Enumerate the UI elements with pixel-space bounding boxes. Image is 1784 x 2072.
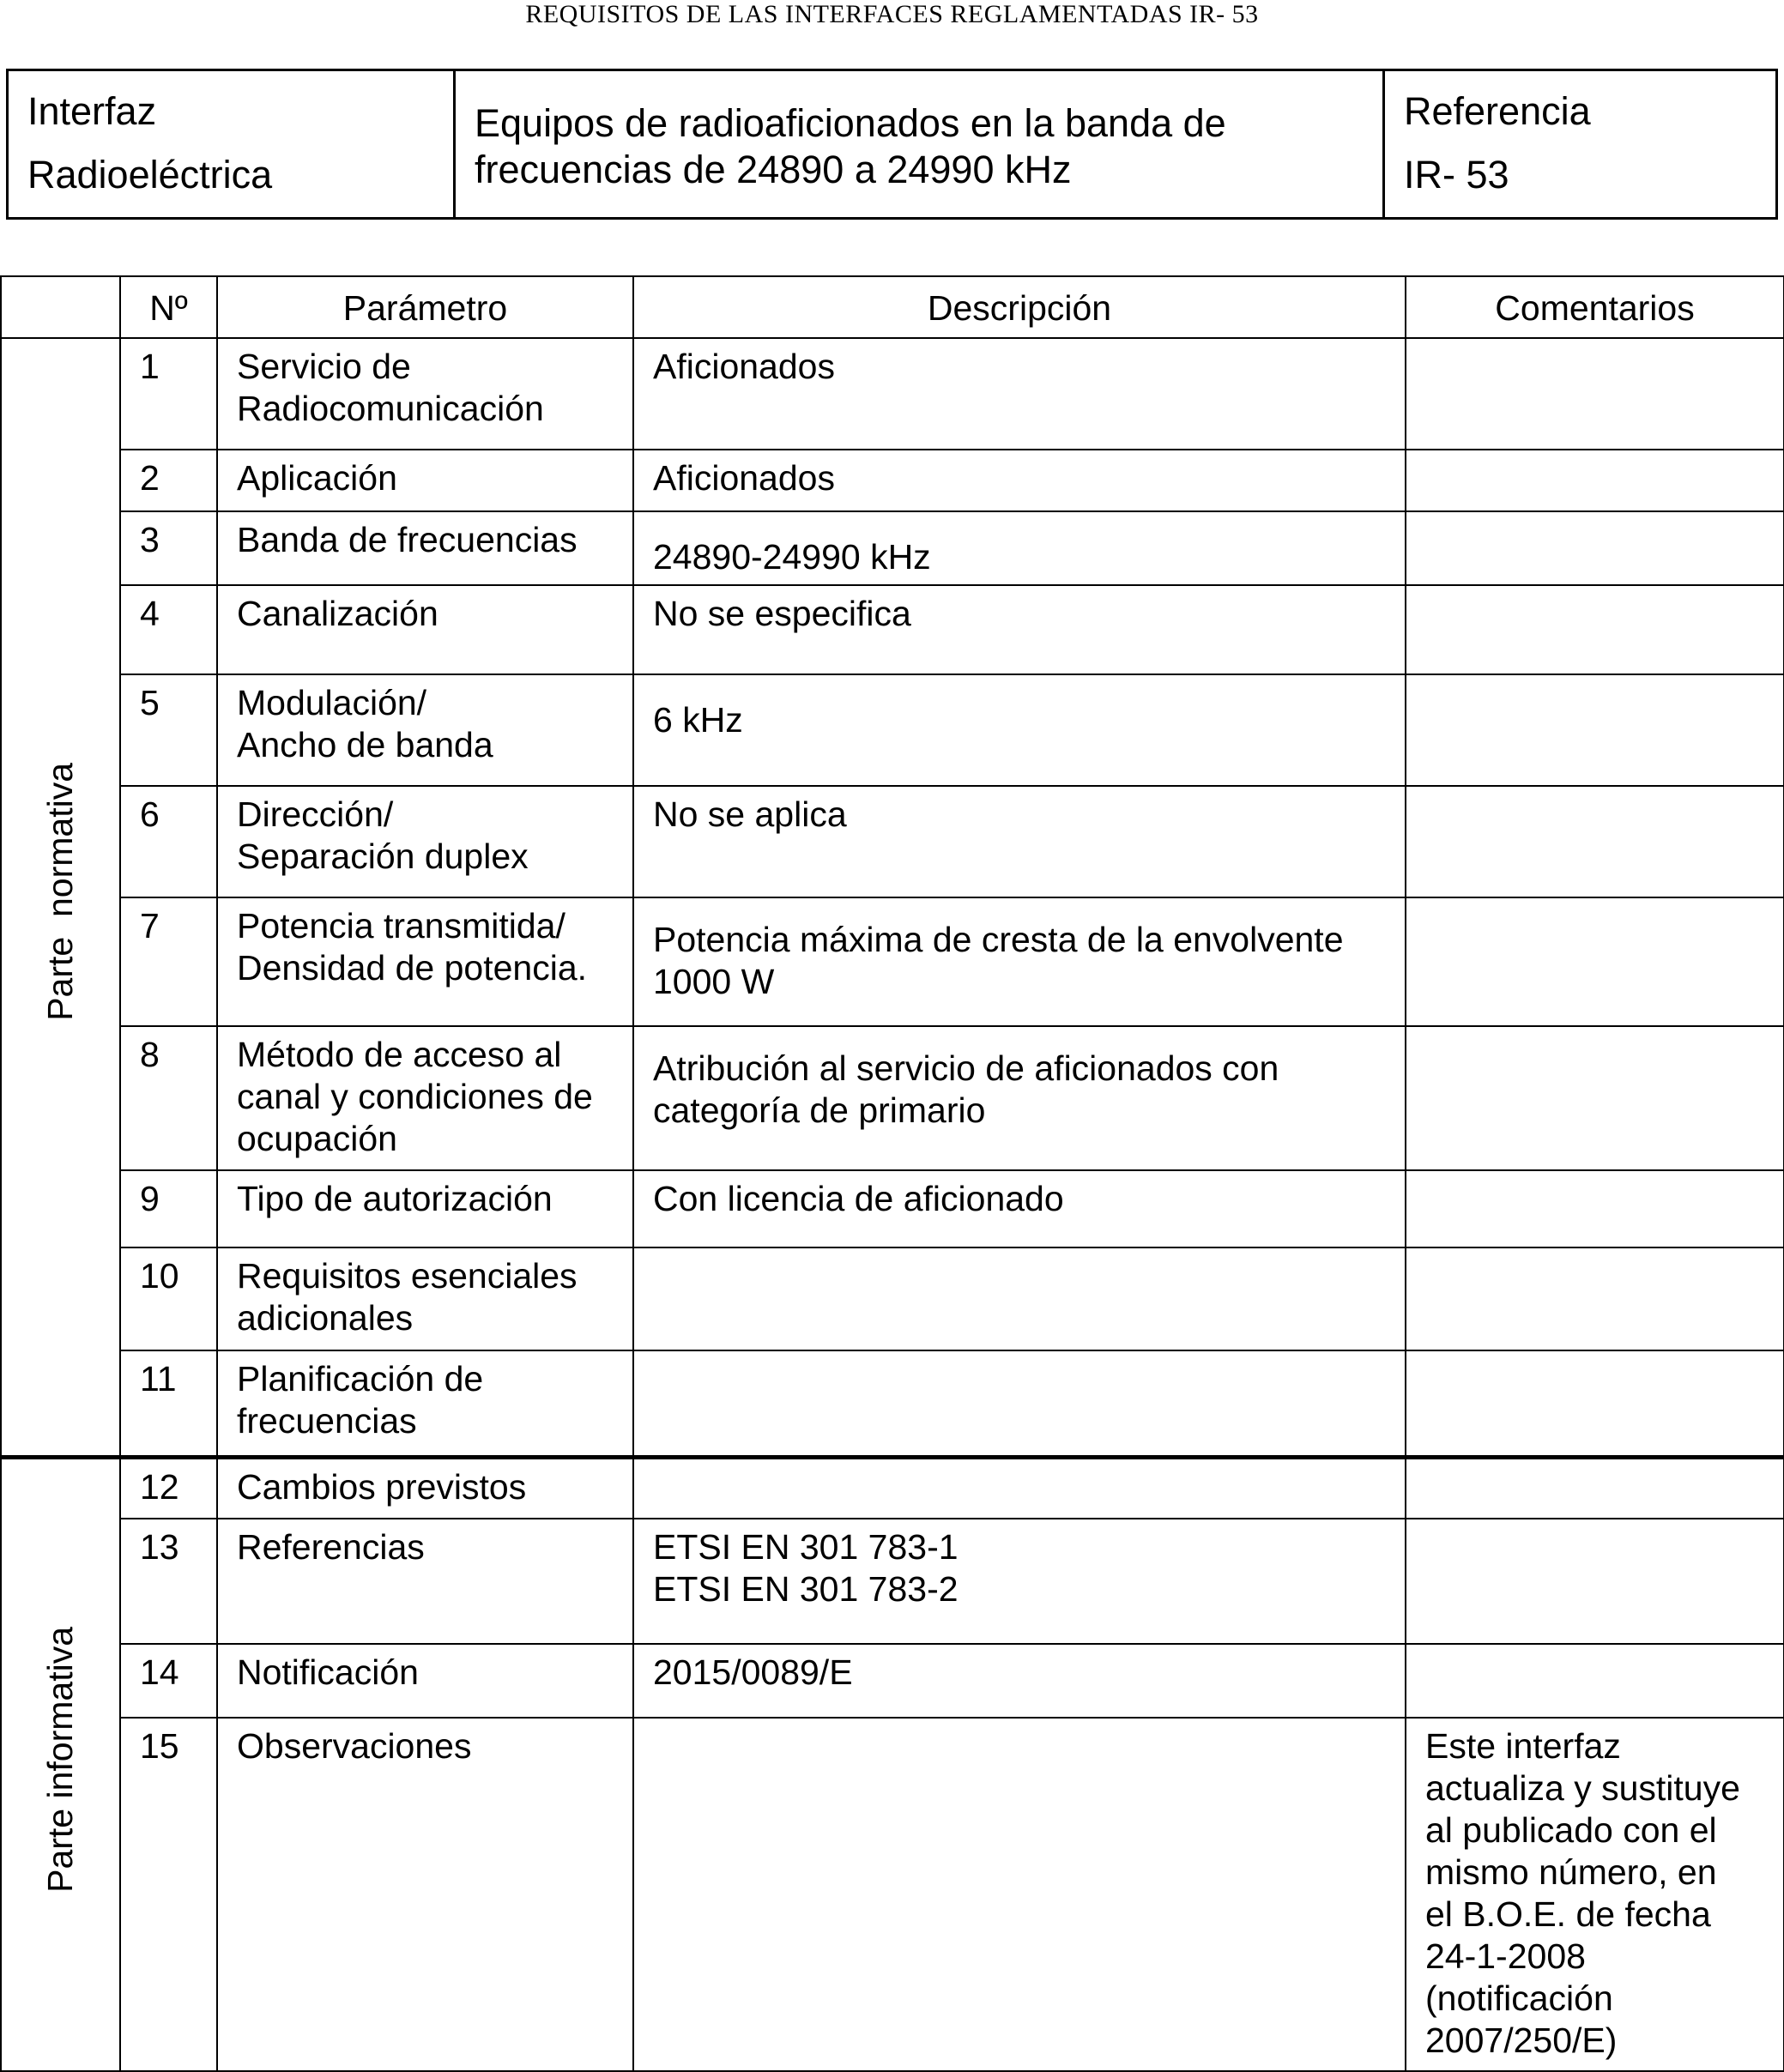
comment-line: actualiza y sustituye: [1425, 1768, 1740, 1808]
header-description: Descripción: [633, 276, 1406, 338]
row-parameter: [217, 338, 633, 450]
parameter-line: Radiocomunicación: [237, 389, 544, 428]
table-header-row: [1, 276, 1784, 338]
reference-value: IR- 53: [1404, 153, 1509, 196]
row-number: 1: [120, 338, 217, 450]
comment-line: el B.O.E. de fecha: [1425, 1894, 1711, 1934]
row-parameter: [217, 786, 633, 897]
parameter-line: Dirección/: [237, 794, 394, 834]
interface-type-line1: Interfaz: [27, 89, 157, 133]
comment-line: mismo número, en: [1425, 1852, 1717, 1892]
reference-cell: [1385, 71, 1775, 217]
row-number: 11: [120, 1350, 217, 1457]
header-number: Nº: [120, 276, 217, 338]
table-row: [1, 1457, 1784, 1519]
row-number: 6: [120, 786, 217, 897]
page-header: REQUISITOS DE LAS INTERFACES REGLAMENTADAS IR- 53: [525, 0, 1259, 28]
description-line: No se aplica: [653, 794, 847, 834]
row-number: 9: [120, 1170, 217, 1247]
header-section: [1, 276, 120, 338]
parameter-line: Notificación: [237, 1652, 419, 1692]
row-comments: [1406, 1170, 1784, 1247]
row-comments: [1406, 1519, 1784, 1644]
row-comments: [1406, 1644, 1784, 1718]
row-number: 10: [120, 1247, 217, 1350]
parameter-line: Referencias: [237, 1527, 425, 1567]
row-number: 15: [120, 1718, 217, 2071]
table-row: [1, 1247, 1784, 1350]
row-description: [633, 511, 1406, 585]
table-row: [1, 897, 1784, 1026]
row-description: [633, 1350, 1406, 1457]
row-number: 14: [120, 1644, 217, 1718]
row-comments: [1406, 1457, 1784, 1519]
parameter-line: Planificación de: [237, 1359, 484, 1398]
table-row: [1, 585, 1784, 674]
row-number: 4: [120, 585, 217, 674]
parameter-line: Método de acceso al: [237, 1035, 562, 1074]
row-number: 5: [120, 674, 217, 786]
comment-line: 24-1-2008: [1425, 1936, 1586, 1976]
interface-type-line2: Radioeléctrica: [27, 153, 273, 196]
comment-line: al publicado con el: [1425, 1810, 1717, 1850]
parameter-line: Ancho de banda: [237, 725, 493, 764]
parameter-line: Densidad de potencia.: [237, 948, 588, 988]
section-informative: [1, 1457, 120, 2071]
parameter-line: Banda de frecuencias: [237, 520, 578, 559]
reference-label: Referencia: [1404, 89, 1591, 133]
row-comments: [1406, 897, 1784, 1026]
row-description: [633, 1170, 1406, 1247]
row-parameter: [217, 1247, 633, 1350]
description-line: 6 kHz: [653, 700, 743, 740]
row-comments: [1406, 1026, 1784, 1170]
parameter-line: Cambios previstos: [237, 1466, 527, 1507]
table-row: [1, 511, 1784, 585]
row-number: 12: [120, 1457, 217, 1519]
parameter-line: ocupación: [237, 1119, 397, 1158]
row-number: 7: [120, 897, 217, 1026]
parameter-line: adicionales: [237, 1298, 414, 1338]
row-comments: [1406, 1350, 1784, 1457]
interface-title-line1: Equipos de radioaficionados en la banda de: [475, 101, 1226, 145]
table-body: [1, 338, 1784, 2071]
row-parameter: [217, 1457, 633, 1519]
header-comments: Comentarios: [1406, 276, 1784, 338]
section-label: Parte informativa: [40, 1627, 80, 1894]
row-description: [633, 1457, 1406, 1519]
table-row: [1, 674, 1784, 786]
row-comments: [1406, 786, 1784, 897]
row-comments: [1406, 674, 1784, 786]
description-line: Potencia máxima de cresta de la envolvente: [653, 920, 1344, 959]
row-comments: [1406, 1718, 1784, 2071]
row-comments: [1406, 511, 1784, 585]
row-parameter: [217, 1170, 633, 1247]
table-row: [1, 786, 1784, 897]
section-normative: [1, 338, 120, 1457]
interface-title-line2: frecuencias de 24890 a 24990 kHz: [475, 148, 1072, 191]
row-number: 8: [120, 1026, 217, 1170]
table-row: [1, 338, 1784, 450]
description-line: 2015/0089/E: [653, 1652, 853, 1692]
table-row: [1, 1644, 1784, 1718]
table-row: [1, 1718, 1784, 2071]
row-parameter: [217, 1644, 633, 1718]
parameter-line: Separación duplex: [237, 837, 529, 876]
description-line: ETSI EN 301 783-2: [653, 1569, 959, 1609]
table-row: [1, 1170, 1784, 1247]
row-description: [633, 450, 1406, 511]
row-parameter: [217, 1718, 633, 2071]
description-line: Atribución al servicio de aficionados con: [653, 1048, 1279, 1088]
row-parameter: [217, 674, 633, 786]
table-row: [1, 1026, 1784, 1170]
row-comments: [1406, 338, 1784, 450]
row-number: 2: [120, 450, 217, 511]
row-description: [633, 897, 1406, 1026]
row-description: [633, 674, 1406, 786]
description-line: Aficionados: [653, 458, 835, 498]
comment-line: (notificación: [1425, 1978, 1613, 2018]
parameter-line: frecuencias: [237, 1401, 417, 1441]
comment-line: 2007/250/E): [1425, 2021, 1618, 2060]
row-parameter: [217, 1519, 633, 1644]
parameter-line: canal y condiciones de: [237, 1077, 593, 1116]
header-parameter: Parámetro: [217, 276, 633, 338]
row-parameter: [217, 1026, 633, 1170]
row-description: [633, 1644, 1406, 1718]
description-line: 24890-24990 kHz: [653, 537, 931, 577]
description-line: categoría de primario: [653, 1090, 986, 1130]
row-description: [633, 1247, 1406, 1350]
row-number: 13: [120, 1519, 217, 1644]
parameter-line: Aplicación: [237, 458, 397, 498]
parameter-line: Modulación/: [237, 683, 427, 722]
interface-title-cell: [456, 71, 1385, 217]
row-parameter: [217, 1350, 633, 1457]
table-row: [1, 450, 1784, 511]
requirements-table: [0, 275, 1784, 2072]
parameter-line: Canalización: [237, 594, 438, 633]
table-row: [1, 1519, 1784, 1644]
row-description: [633, 1026, 1406, 1170]
parameter-line: Potencia transmitida/: [237, 906, 565, 945]
row-parameter: [217, 897, 633, 1026]
interface-header-box: [6, 69, 1778, 220]
description-line: Con licencia de aficionado: [653, 1179, 1064, 1218]
section-label: Parte normativa: [40, 763, 80, 1022]
interface-type-cell: [9, 71, 456, 217]
parameter-line: Requisitos esenciales: [237, 1256, 578, 1296]
table-row: [1, 1350, 1784, 1457]
row-comments: [1406, 450, 1784, 511]
row-description: [633, 786, 1406, 897]
parameter-line: Servicio de: [237, 347, 411, 386]
row-parameter: [217, 450, 633, 511]
parameter-line: Tipo de autorización: [237, 1179, 553, 1218]
comment-line: Este interfaz: [1425, 1726, 1621, 1766]
row-description: [633, 1718, 1406, 2071]
row-description: [633, 585, 1406, 674]
row-parameter: [217, 585, 633, 674]
row-number: 3: [120, 511, 217, 585]
parameter-line: Observaciones: [237, 1726, 472, 1766]
description-line: No se especifica: [653, 594, 911, 633]
row-description: [633, 338, 1406, 450]
row-parameter: [217, 511, 633, 585]
row-comments: [1406, 1247, 1784, 1350]
row-comments: [1406, 585, 1784, 674]
description-line: Aficionados: [653, 347, 835, 386]
description-line: ETSI EN 301 783-1: [653, 1527, 959, 1567]
description-line: 1000 W: [653, 962, 775, 1001]
row-description: [633, 1519, 1406, 1644]
